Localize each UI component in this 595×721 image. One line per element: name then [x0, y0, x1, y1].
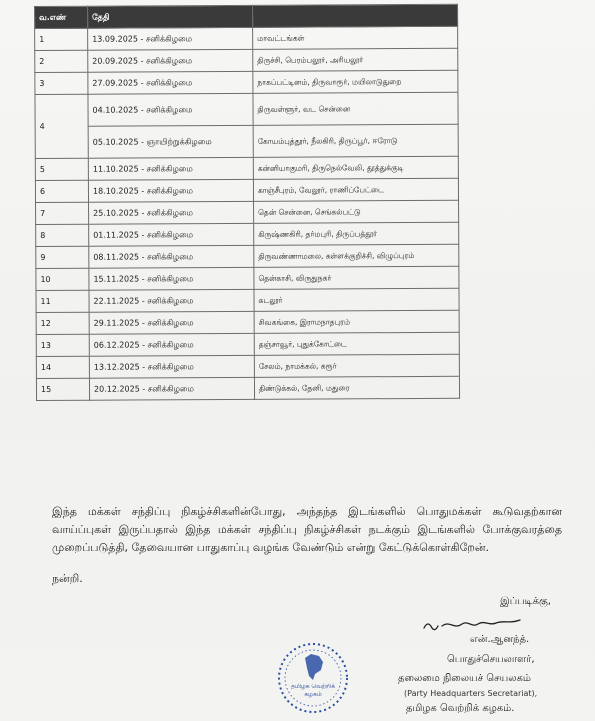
table-row: [35, 156, 458, 180]
table-row: [35, 26, 458, 50]
serial-cell: 3: [35, 72, 88, 94]
serial-cell: 14: [36, 356, 89, 378]
serial-cell: 7: [36, 202, 89, 224]
table-row: [36, 222, 459, 246]
date-cell: 18.10.2025 - சனிக்கிழமை: [88, 179, 253, 202]
serial-cell: 13: [36, 334, 89, 356]
date-cell: 25.10.2025 - சனிக்கிழமை: [89, 201, 254, 224]
date-cell: 29.11.2025 - சனிக்கிழமை: [89, 311, 254, 334]
party-name: தமிழக வெற்றிக் கழகம்.: [406, 703, 515, 714]
header-serial: வ.எண்: [35, 6, 88, 28]
seal-line-2: கழகம்: [304, 691, 322, 698]
office-name-english: (Party Headquarters Secretariat),: [404, 689, 538, 698]
table-row: [36, 288, 459, 312]
districts-cell: தென்காசி, விருதுநகர்: [254, 266, 459, 289]
serial-cell: 11: [36, 290, 89, 312]
districts-cell: காஞ்சீபுரம், வேலூர், ராணிப்பேட்டை: [253, 178, 458, 201]
header-date: தேதி: [88, 5, 253, 28]
date-cell: 13.09.2025 - சனிக்கிழமை: [88, 27, 253, 50]
table-row: [36, 310, 459, 334]
seal-line-1: தமிழக வெற்றிக்: [291, 683, 335, 690]
table-row: [35, 92, 458, 126]
date-cell: 04.10.2025 - சனிக்கிழமை: [88, 93, 253, 126]
map-outline-icon: [305, 654, 323, 680]
request-paragraph: இந்த மக்கள் சந்திப்பு நிகழ்ச்சிகளின்போது, அந்தந்த இடங்களில் பொதுமக்கள் கூடுவதற்கான வாய்ப்புகள் இருப்பதால் இந்த மக்கள் சந்திப்பு நிகழ்ச்சிகள் நடக்கும் இடங்களில் போக்குவரத்தை முறைப்படுத்தி, தேவையான பாதுகாப்பு வழங்க வேண்டும் என்று கேட்டுக்கொள்கிறேன்.: [52, 505, 562, 554]
districts-cell: கடலூர்: [254, 288, 459, 311]
date-cell: 13.12.2025 - சனிக்கிழமை: [89, 355, 254, 378]
districts-cell: நாகப்பட்டினம், திருவாரூர், மயிலாடுதுறை: [253, 70, 458, 93]
date-cell: 20.09.2025 - சனிக்கிழமை: [88, 49, 253, 72]
serial-cell: 10: [36, 268, 89, 290]
serial-cell: 8: [36, 224, 89, 246]
handwritten-signature: [420, 610, 530, 636]
serial-cell: 4: [35, 94, 88, 158]
closing-text: இப்படிக்கு,: [500, 596, 551, 607]
serial-cell: 15: [36, 378, 89, 400]
districts-cell: கிருஷ்ணகிரி, தர்மபுரி, திருப்பத்தூர்: [254, 222, 459, 245]
date-cell: 20.12.2025 - சனிக்கிழமை: [89, 377, 254, 400]
schedule-table: [34, 4, 460, 401]
serial-cell: 9: [36, 246, 89, 268]
date-cell: 11.10.2025 - சனிக்கிழமை: [88, 157, 253, 180]
date-cell: 08.11.2025 - சனிக்கிழமை: [89, 245, 254, 268]
date-cell: 06.12.2025 - சனிக்கிழமை: [89, 333, 254, 356]
header-districts: [252, 4, 457, 27]
districts-cell: கன்னியாகுமரி, திருநெல்வேலி, தூத்துக்குடி: [253, 156, 458, 179]
table-row: [35, 124, 458, 158]
serial-cell: 1: [35, 28, 88, 50]
table-row: [36, 332, 459, 356]
table-row: [36, 354, 459, 378]
districts-cell: கோயம்புத்தூர், நீலகிரி, திருப்பூர், ஈரோடு: [253, 124, 458, 157]
thanks-text: நன்றி.: [52, 572, 83, 585]
date-cell: 22.11.2025 - சனிக்கிழமை: [89, 289, 254, 312]
date-cell: 15.11.2025 - சனிக்கிழமை: [89, 267, 254, 290]
districts-cell: திருச்சி, பெரம்பலூர், அரியலூர்: [253, 48, 458, 71]
districts-cell: தென் சென்னை, செங்கல்பட்டு: [254, 200, 459, 223]
districts-cell: மாவட்டங்கள்: [253, 26, 458, 49]
districts-cell: சிவகங்கை, இராமநாதபுரம்: [254, 310, 459, 333]
districts-cell: சேலம், நாமக்கல், கரூர்: [254, 354, 459, 377]
districts-cell: தஞ்சாவூர், புதுக்கோட்டை: [254, 332, 459, 355]
serial-cell: 5: [35, 158, 88, 180]
party-seal: [275, 640, 351, 716]
districts-cell: திருவள்ளூர், வட சென்னை: [253, 92, 458, 125]
signatory-name: என்.ஆனந்த்.: [470, 634, 530, 645]
date-cell: 01.11.2025 - சனிக்கிழமை: [89, 223, 254, 246]
table-row: [36, 244, 459, 268]
table-row: [35, 178, 458, 202]
serial-cell: 2: [35, 50, 88, 72]
table-row: [35, 70, 458, 94]
date-cell: 05.10.2025 - ஞாயிற்றுக்கிழமை: [88, 125, 253, 158]
table-row: [36, 266, 459, 290]
table-header-row: [35, 4, 458, 28]
serial-cell: 12: [36, 312, 89, 334]
signatory-role: பொதுச்செயலாளர்,: [447, 654, 535, 665]
office-name: தலைமை நிலையச் செயலகம்: [398, 673, 531, 684]
districts-cell: திண்டுக்கல், தேனி, மதுரை: [254, 376, 459, 399]
table-row: [35, 48, 458, 72]
date-cell: 27.09.2025 - சனிக்கிழமை: [88, 71, 253, 94]
districts-cell: திருவண்ணாமலை, கள்ளக்குறிச்சி, விழுப்புரம்: [254, 244, 459, 267]
serial-cell: 6: [35, 180, 88, 202]
table-row: [36, 376, 459, 400]
table-row: [36, 200, 459, 224]
